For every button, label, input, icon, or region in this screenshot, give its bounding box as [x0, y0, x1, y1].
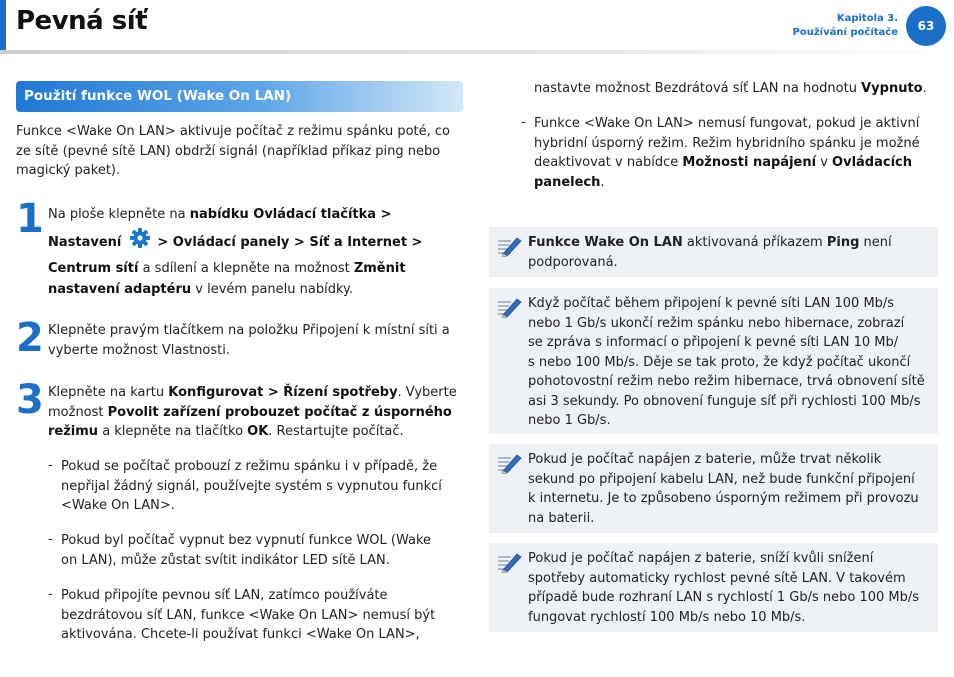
- bullet-item: Funkce <Wake On LAN> nemusí fungovat, pokud je aktivní hybridní úsporný režim. Režim hybridního spánku je možné deaktivovat v nabídce Možnosti napájení v Ovládacích panelech.: [534, 116, 920, 190]
- bullet-dash: -: [48, 532, 53, 547]
- bullet-item: Pokud se počítač probouzí z režimu spánku i v případě, že nepřijal žádný signál, používejte systém s vypnutou funkcí <Wake On LAN>.: [61, 459, 442, 513]
- note-box: [489, 227, 938, 277]
- note-text: Když počítač během připojení k pevné síti LAN 100 Mb/s nebo 1 Gb/s ukončí režim spánku nebo hibernace, zobrazí se zpráva s informací o připojení k pevné síti LAN 10 Mb/ s nebo 100 Mb/s. Děje se tak proto, že když počítač ukončí pohotovostní režim nebo režim hibernace, trvá obnovení sítě asi 3 sekundy. Po obnovení funguje síť při rychlosti 100 Mb/s nebo 1 Gb/s.: [528, 296, 925, 428]
- section-title: Použití funkce WOL (Wake On LAN): [24, 88, 292, 104]
- intro-paragraph: Funkce <Wake On LAN> aktivuje počítač z režimu spánku poté, co ze sítě (pevné sítě LAN) obdrží signál (například příkaz ping nebo magický paket).: [16, 124, 450, 178]
- bullet-dash: -: [521, 115, 526, 130]
- header-divider: [0, 50, 954, 54]
- header-accent-bar: [0, 0, 6, 50]
- chapter-label: [793, 12, 898, 40]
- step-1-text: Na ploše klepněte na nabídku Ovládací tlačítka > Nastavení > Ovládací panely > Síť a Internet > Centrum sítí a sdílení a klepněte na možnost Změnit nastavení adaptéru v levém panelu nabídky.: [48, 207, 423, 297]
- note-box: [489, 288, 938, 434]
- note-text: Pokud je počítač napájen z baterie, sníží kvůli snížení spotřeby automaticky rychlost pevné sítě LAN. V takovém případě bude rozhraní LAN s rychlostí 1 Gb/s nebo 100 Mb/s fungovat rychlostí 100 Mb/s nebo 10 Mb/s.: [528, 551, 920, 625]
- note-box: [489, 444, 938, 533]
- bullet-item: Pokud připojíte pevnou síť LAN, zatímco používáte bezdrátovou síť LAN, funkce <Wake On LAN> nemusí být aktivována. Chcete-li používat funkci <Wake On LAN>,: [61, 588, 436, 642]
- note-text: Funkce Wake On LAN aktivovaná příkazem Ping není podporovaná.: [528, 235, 892, 270]
- chapter-number: Kapitola 3.: [836, 13, 898, 24]
- pencil-note-icon: [497, 296, 523, 322]
- page-title: Pevná síť: [16, 6, 148, 36]
- note-text: Pokud je počítač napájen z baterie, může trvat několik sekund po připojení kabelu LAN, než bude funkční připojení k internetu. Je to způsobeno úsporným režimem při provozu na baterii.: [528, 452, 919, 526]
- pencil-note-icon: [497, 235, 523, 261]
- bullet-item: Pokud byl počítač vypnut bez vypnutí funkce WOL (Wake on LAN), může zůstat svítit indikátor LED sítě LAN.: [61, 533, 432, 568]
- step-number-3: 3: [16, 377, 44, 423]
- page-number-badge: 63: [906, 6, 946, 46]
- step-2-text: Klepněte pravým tlačítkem na položku Připojení k místní síti a vyberte možnost Vlastnosti.: [48, 323, 450, 358]
- step-number-1: 1: [16, 196, 44, 242]
- pencil-note-icon: [497, 551, 523, 577]
- step-3-text: Klepněte na kartu Konfigurovat > Řízení spotřeby. Vyberte možnost Povolit zařízení probouzet počítač z úsporného režimu a klepněte na tlačítko OK. Restartujte počítač.: [48, 385, 457, 439]
- gear-icon: [129, 227, 151, 258]
- bullet-dash: -: [48, 458, 53, 473]
- chapter-title: Používání počítače: [792, 27, 898, 38]
- bullet-continuation: nastavte možnost Bezdrátová síť LAN na hodnotu Vypnuto.: [534, 81, 927, 96]
- pencil-note-icon: [497, 452, 523, 478]
- bullet-dash: -: [48, 587, 53, 602]
- section-heading-bar: [16, 81, 463, 112]
- note-box: [489, 543, 938, 632]
- step-number-2: 2: [16, 315, 44, 361]
